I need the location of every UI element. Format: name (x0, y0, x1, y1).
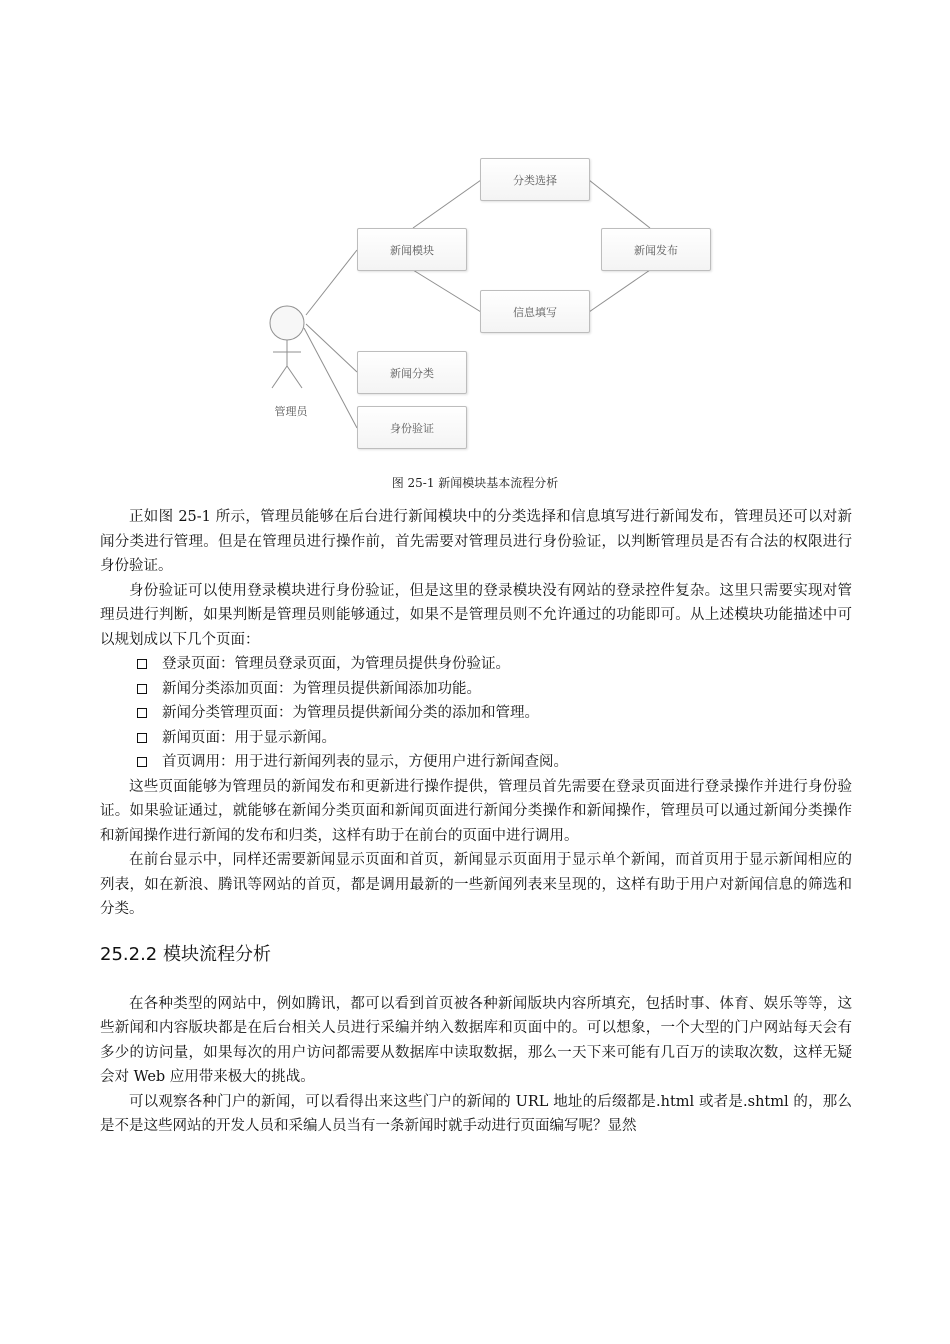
flow-diagram (0, 0, 950, 470)
diagram-connectors (0, 0, 950, 470)
figure-caption: 图 25-1 新闻模块基本流程分析 (391, 476, 559, 490)
checkbox-bullet-icon (137, 659, 147, 669)
list-item (100, 701, 852, 726)
list-item-text: 登录页面：管理员登录页面，为管理员提供身份验证。 (162, 656, 510, 672)
node-auth: 身份验证 (357, 406, 467, 449)
page-list (100, 652, 852, 775)
paragraph: 在各种类型的网站中，例如腾讯，都可以看到首页被各种新闻版块内容所填充，包括时事、体育、娱乐等等，这些新闻和内容版块都是在后台相关人员进行采编并纳入数据库和页面中的。可以想象，一个大型的门户网站每天会有多少的访问量，如果每次的用户访问都需要从数据库中读取数据，那么一天下来可能有几百万的读取次数，这样无疑会对 Web 应用带来极大的挑战。 (100, 995, 852, 1085)
checkbox-bullet-icon (137, 757, 147, 767)
actor-label: 管理员 (274, 405, 308, 418)
list-item-text: 新闻分类管理页面：为管理员提供新闻分类的添加和管理。 (162, 705, 539, 721)
paragraph: 这些页面能够为管理员的新闻发布和更新进行操作提供，管理员首先需要在登录页面进行登录操作并进行身份验证。如果验证通过，就能够在新闻分类页面和新闻页面进行新闻分类操作和新闻操作，管理员可以通过新闻分类操作和新闻操作进行新闻的发布和归类，这样有助于在前台的页面中进行调用。 (100, 778, 852, 844)
checkbox-bullet-icon (137, 684, 147, 694)
list-item (100, 677, 852, 702)
section-heading: 25.2.2 模块流程分析 (100, 943, 271, 965)
list-item (100, 726, 852, 751)
connector-module-to-info (413, 270, 481, 312)
paragraph: 身份验证可以使用登录模块进行身份验证，但是这里的登录模块没有网站的登录控件复杂。这里只需要实现对管理员进行判断，如果判断是管理员则能够通过，如果不是管理员则不允许通过的功能即可。从上述模块功能描述中可以规划成以下几个页面： (100, 582, 852, 648)
node-info-fill: 信息填写 (480, 290, 590, 333)
connector-category-to-publish (589, 180, 650, 228)
list-item (100, 652, 852, 677)
paragraph: 可以观察各种门户的新闻，可以看得出来这些门户的新闻的 URL 地址的后缀都是.html 或者是.shtml 的，那么是不是这些网站的开发人员和采编人员当有一条新闻时就手动进行页面编写呢？显然 (100, 1093, 852, 1134)
list-item-text: 新闻分类添加页面：为管理员提供新闻添加功能。 (162, 680, 481, 697)
list-item-text: 首页调用：用于进行新闻列表的显示，方便用户进行新闻查阅。 (162, 754, 568, 770)
document-body (100, 505, 852, 1139)
connector-actor-to-module (306, 250, 357, 315)
list-item (100, 750, 852, 775)
checkbox-bullet-icon (137, 733, 147, 743)
list-item-text: 新闻页面：用于显示新闻。 (162, 729, 336, 746)
connector-actor-to-category-mgmt (306, 324, 357, 372)
node-category-select: 分类选择 (480, 158, 590, 201)
node-news-category: 新闻分类 (357, 351, 467, 394)
checkbox-bullet-icon (137, 708, 147, 718)
actor-icon (270, 306, 304, 388)
node-news-module: 新闻模块 (357, 228, 467, 271)
connector-module-to-category (413, 180, 481, 228)
node-news-publish: 新闻发布 (601, 228, 711, 271)
paragraph: 正如图 25-1 所示，管理员能够在后台进行新闻模块中的分类选择和信息填写进行新闻发布，管理员还可以对新闻分类进行管理。但是在管理员进行操作前，首先需要对管理员进行身份验证，以判断管理员是否有合法的权限进行身份验证。 (100, 509, 852, 574)
paragraph: 在前台显示中，同样还需要新闻显示页面和首页，新闻显示页面用于显示单个新闻，而首页用于显示新闻相应的列表，如在新浪、腾讯等网站的首页，都是调用最新的一些新闻列表来呈现的，这样有助于用户对新闻信息的筛选和分类。 (100, 852, 852, 917)
connector-info-to-publish (589, 270, 650, 312)
